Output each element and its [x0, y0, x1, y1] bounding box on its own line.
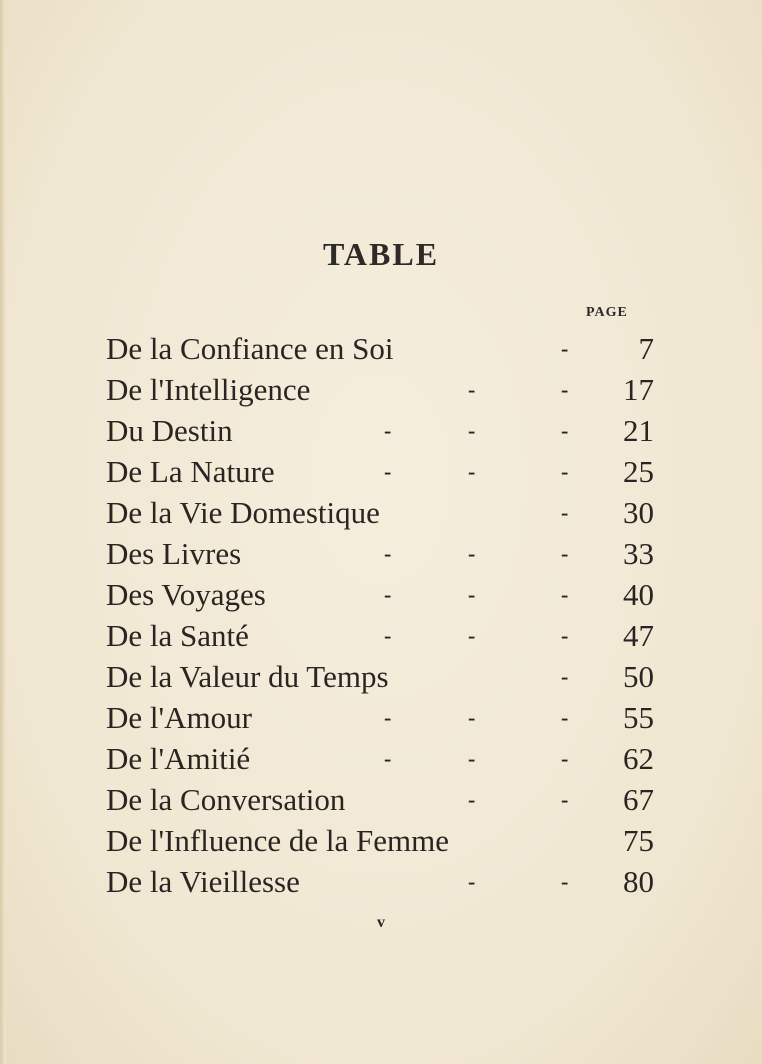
page-column-header: PAGE	[586, 305, 628, 320]
toc-entry-page: 30	[623, 495, 654, 530]
leader-dash: -	[561, 705, 569, 730]
leader-dash: -	[561, 418, 569, 443]
leader-dash: -	[561, 541, 569, 566]
toc-entry-page: 25	[623, 454, 654, 489]
toc-entry-title: De La Nature	[106, 454, 275, 489]
leader-dash: -	[468, 377, 476, 402]
leader-dash: -	[468, 418, 476, 443]
leader-dash: -	[561, 377, 569, 402]
toc-entry	[106, 656, 654, 697]
toc-entry-page: 67	[623, 782, 654, 817]
leader-dash: -	[561, 664, 569, 689]
toc-entry-page: 50	[623, 659, 654, 694]
toc-entry-title: De la Santé	[106, 618, 249, 653]
toc-entry	[106, 820, 654, 861]
leader-dash: -	[468, 869, 476, 894]
leader-dash: -	[561, 500, 569, 525]
leader-dash: -	[468, 541, 476, 566]
leader-dash: -	[561, 582, 569, 607]
toc-entry-title: Des Livres	[106, 536, 242, 571]
leader-dash: -	[561, 623, 569, 648]
leader-dash: -	[468, 787, 476, 812]
toc-entry-page: 7	[638, 331, 654, 366]
leader-dash: -	[468, 705, 476, 730]
toc-entry-page: 21	[623, 413, 654, 448]
toc-entry	[106, 328, 654, 369]
toc-entry-page: 75	[623, 823, 654, 858]
toc-entry-title: Du Destin	[106, 413, 233, 448]
leader-dash: -	[561, 746, 569, 771]
page-edge	[0, 0, 6, 1064]
leader-dash: -	[561, 459, 569, 484]
toc-entry-title: De la Valeur du Temps	[106, 659, 389, 694]
leader-dash: -	[468, 746, 476, 771]
page-title: TABLE	[322, 236, 440, 272]
toc-entry-page: 55	[623, 700, 654, 735]
toc-entry	[106, 492, 654, 533]
toc-entry	[106, 779, 654, 820]
toc-entry-page: 62	[623, 741, 654, 776]
toc-entry-page: 17	[623, 372, 654, 407]
toc-entry-title: De la Conversation	[106, 782, 346, 817]
toc-entry	[106, 615, 654, 656]
table-of-contents	[106, 328, 654, 902]
toc-entry-title: De la Vie Domestique	[106, 495, 380, 530]
toc-entry-title: De l'Amitié	[106, 741, 251, 776]
leader-dash: -	[384, 705, 392, 730]
toc-entry-title: Des Voyages	[106, 577, 266, 612]
toc-entry	[106, 451, 654, 492]
leader-dash: -	[384, 623, 392, 648]
toc-entry-title: De l'Intelligence	[106, 372, 311, 407]
toc-entry-title: De l'Influence de la Femme	[106, 823, 449, 858]
toc-entry	[106, 574, 654, 615]
toc-entry	[106, 697, 654, 738]
leader-dash: -	[468, 459, 476, 484]
toc-entry-page: 33	[623, 536, 654, 571]
leader-dash: -	[384, 459, 392, 484]
toc-entry	[106, 533, 654, 574]
toc-entry	[106, 738, 654, 779]
toc-entry-title: De la Vieillesse	[106, 864, 300, 899]
leader-dash: -	[468, 582, 476, 607]
leader-dash: -	[384, 541, 392, 566]
leader-dash: -	[468, 623, 476, 648]
leader-dash: -	[561, 336, 569, 361]
leader-dash: -	[384, 418, 392, 443]
leader-dash: -	[384, 582, 392, 607]
toc-entry	[106, 861, 654, 902]
toc-entry-title: De l'Amour	[106, 700, 252, 735]
toc-entry-page: 80	[623, 864, 654, 899]
page-folio: v	[377, 914, 385, 931]
toc-entry	[106, 410, 654, 451]
toc-entry-title: De la Confiance en Soi	[106, 331, 394, 366]
leader-dash: -	[384, 746, 392, 771]
leader-dash: -	[561, 869, 569, 894]
leader-dash: -	[561, 787, 569, 812]
toc-entry-page: 40	[623, 577, 654, 612]
toc-entry	[106, 369, 654, 410]
toc-entry-page: 47	[623, 618, 654, 653]
